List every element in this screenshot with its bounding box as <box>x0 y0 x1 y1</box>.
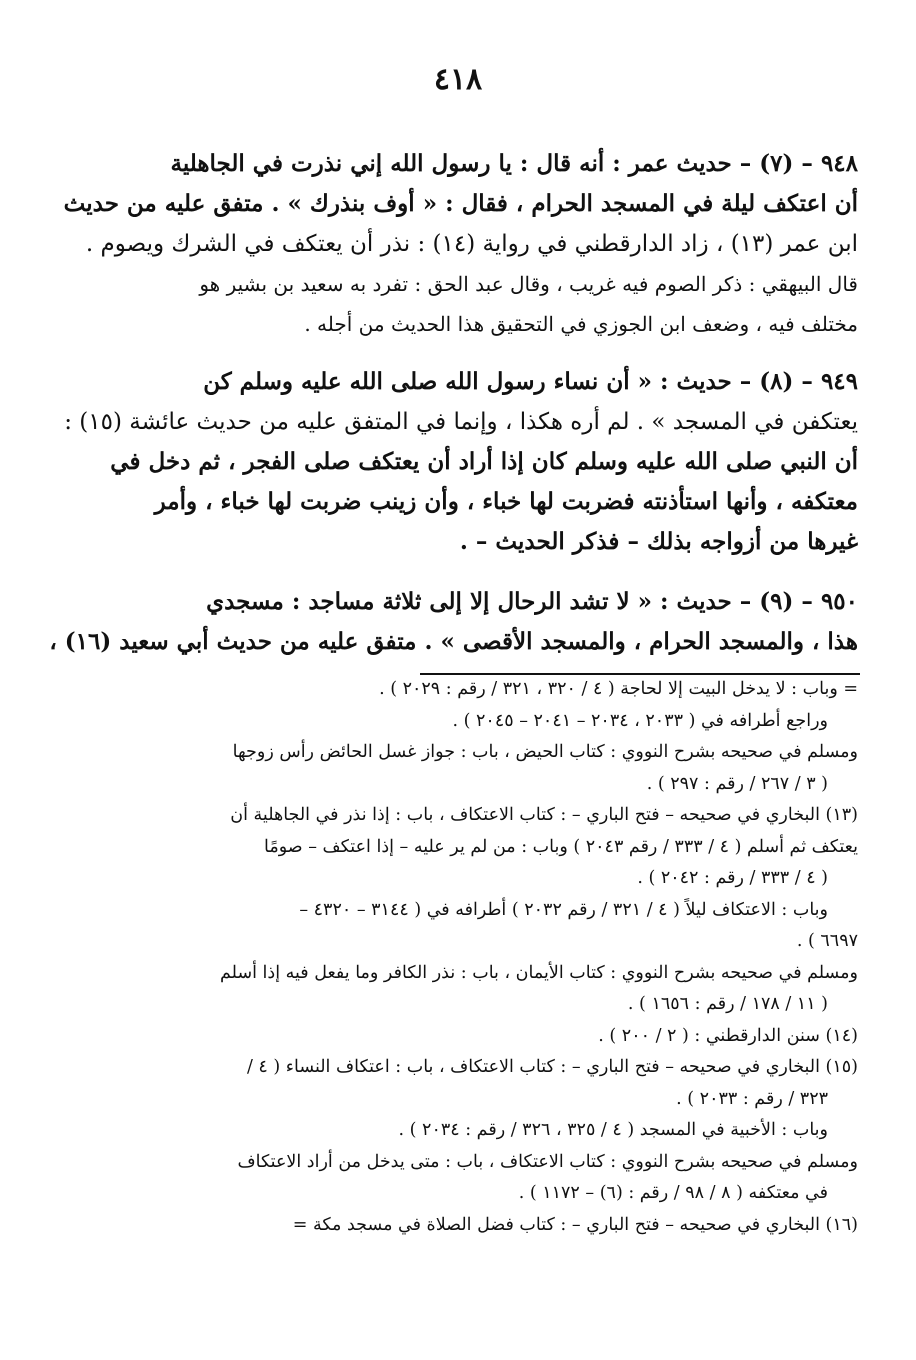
hadith-948 <box>58 144 858 344</box>
footnote-line: ومسلم في صحيحه بشرح النووي : كتاب الحيض ، باب : جواز غسل الحائض رأس زوجها <box>232 742 858 762</box>
text-line: أن النبي صلى الله عليه وسلم كان إذا أراد أن يعتكف صلى الفجر ، ثم دخل في <box>110 448 858 475</box>
text-line: ٩٤٨ – (٧) – حديث عمر : أنه قال : يا رسول الله إني نذرت في الجاهلية <box>170 150 858 177</box>
footnote-line: (١٤) سنن الدارقطني : ( ٢ / ٢٠٠ ) . <box>598 1025 858 1046</box>
hadith-950 <box>49 582 858 662</box>
footnote-line: ومسلم في صحيحه بشرح النووي : كتاب الاعتكاف ، باب : متى يدخل من أراد الاعتكاف <box>237 1151 858 1172</box>
footnote-line: (١٥) البخاري في صحيحه – فتح الباري – : كتاب الاعتكاف ، باب : اعتكاف النساء ( ٤ / <box>246 1057 858 1077</box>
text-line: مختلف فيه ، وضعف ابن الجوزي في التحقيق هذا الحديث من أجله . <box>304 312 858 336</box>
footnote-line: في معتكفه ( ٨ / ٩٨ / رقم : (٦) – ١١٧٢ ) . <box>518 1183 828 1203</box>
footnotes <box>58 674 858 1241</box>
footnote-line: وباب : الأخبية في المسجد ( ٤ / ٣٢٥ ، ٣٢٦ / رقم : ٢٠٣٤ ) . <box>398 1120 828 1140</box>
text-line: ابن عمر (١٣) ، زاد الدارقطني في رواية (١٤) : نذر أن يعتكف في الشرك ويصوم . <box>85 231 858 257</box>
text-line: هذا ، والمسجد الحرام ، والمسجد الأقصى » . متفق عليه من حديث أبي سعيد (١٦) ، <box>49 628 858 655</box>
text-line: ٩٤٩ – (٨) – حديث : « أن نساء رسول الله صلى الله عليه وسلم كن <box>203 368 858 395</box>
text-line: أن اعتكف ليلة في المسجد الحرام ، فقال : « أوف بنذرك » . متفق عليه من حديث <box>63 190 858 217</box>
hadith-949 <box>58 362 858 562</box>
footnote-line: ( ٣ / ٢٦٧ / رقم : ٢٩٧ ) . <box>646 773 828 794</box>
footnote-line: ( ٤ / ٣٣٣ / رقم : ٢٠٤٢ ) . <box>637 868 828 888</box>
page-number: ٤١٨ <box>433 62 483 97</box>
footnote-line: (١٣) البخاري في صحيحه – فتح الباري – : كتاب الاعتكاف ، باب : إذا نذر في الجاهلية أن <box>230 805 858 825</box>
text-line: غيرها من أزواجه بذلك – فذكر الحديث – . <box>459 528 858 555</box>
footnote-line: يعتكف ثم أسلم ( ٤ / ٣٣٣ / رقم ٢٠٤٣ ) وباب : من لم ير عليه – إذا اعتكف – صومًا <box>264 836 858 857</box>
footnote-line: (١٦) البخاري في صحيحه – فتح الباري – : كتاب فضل الصلاة في مسجد مكة = <box>292 1214 858 1235</box>
footnote-line: وراجع أطرافه في ( ٢٠٣٣ ، ٢٠٣٤ – ٢٠٤١ – ٢٠٤٥ ) . <box>452 710 828 731</box>
footnote-line: = وباب : لا يدخل البيت إلا لحاجة ( ٤ / ٣٢٠ ، ٣٢١ / رقم : ٢٠٢٩ ) . <box>379 679 858 699</box>
footnote-line: وباب : الاعتكاف ليلاً ( ٤ / ٣٢١ / رقم ٢٠٣٢ ) أطرافه في ( ٣١٤٤ – ٤٣٢٠ – <box>299 899 828 920</box>
footnote-line: ( ١١ / ١٧٨ / رقم : ١٦٥٦ ) . <box>627 994 828 1014</box>
footnote-line: ومسلم في صحيحه بشرح النووي : كتاب الأيمان ، باب : نذر الكافر وما يفعل فيه إذا أسلم <box>220 962 858 983</box>
footnote-line: ٣٢٣ / رقم : ٢٠٣٣ ) . <box>676 1088 828 1109</box>
text-line: معتكفه ، وأنها استأذنته فضربت لها خباء ، وأن زينب ضربت لها خباء ، وأمر <box>154 488 858 515</box>
text-line: ٩٥٠ – (٩) – حديث : « لا تشد الرحال إلا إلى ثلاثة مساجد : مسجدي <box>206 588 858 615</box>
text-line: قال البيهقي : ذكر الصوم فيه غريب ، وقال عبد الحق : تفرد به سعيد بن بشير هو <box>199 272 858 296</box>
footnote-line: ٦٦٩٧ ) . <box>796 931 858 951</box>
text-line: يعتكفن في المسجد » . لم أره هكذا ، وإنما في المتفق عليه من حديث عائشة (١٥) : <box>64 409 858 435</box>
